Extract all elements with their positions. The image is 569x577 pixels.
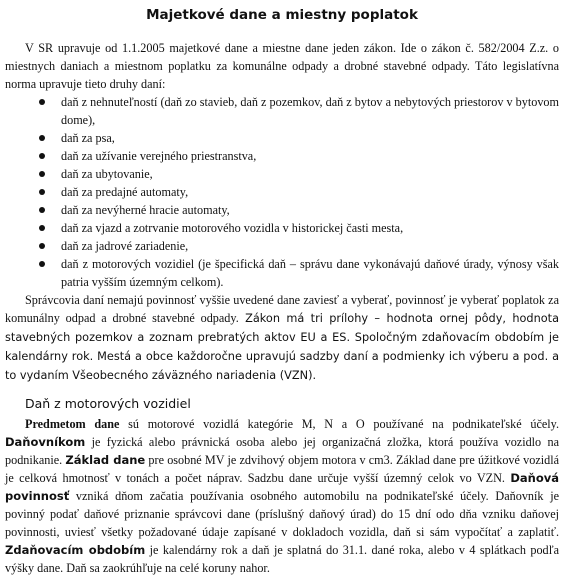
list-item: daň za ubytovanie,	[39, 165, 559, 183]
list-item: daň za vjazd a zotrvanie motorového vozidla v historickej časti mesta,	[39, 219, 559, 237]
intro-paragraph: V SR upravuje od 1.1.2005 majetkové dane a miestne dane jeden zákon. Ide o zákon č. 582/2004 Z.z. o miestnych daniach a miestnom poplatku za komunálne odpady a drobné stavebné odpady. Táto legislatívna norma upravuje tieto druhy daní:	[5, 41, 559, 91]
list-item: daň z nehnuteľností (daň zo stavieb, daň z pozemkov, daň z bytov a nebytových priestorov v bytovom dome),	[39, 93, 559, 129]
vehicle-tax-paragraph: Predmetom dane sú motorové vozidlá kategórie M, N a O používané na podnikateľské účely. Daňovníkom je fyzická alebo právnická osoba alebo jej organizačná zložka, ktorá používa vozidlo na podnikanie. Základ dane pre osobné MV je zdvihový objem motora v cm3. Základ dane pre úžitkové vozidlá je celková hmotnosť v tonách a počet náprav. Sadzbu dane určuje vyšší územný celok vo VZN. Daňová povinnosť vzniká dňom začatia používania osobného automobilu na podnikateľské účely. Daňovník je povinný podať daňové priznanie správcovi dane (príslušný daňový úrad) do 15 dní odo dňa vzniku daňovej povinnosti, uviesť všetky požadované údaje zapísané v dokladoch vozidla, daň si sám vypočítať a zaplatiť. Zdaňovacím obdobím je kalendárny rok a daň je splatná do 31.1. dané roka, alebo v 4 splátkach podľa výšky dane. Daň sa zaokrúhľuje na celé koruny nahor.	[5, 417, 560, 575]
section-heading: Daň z motorových vozidiel	[25, 396, 191, 411]
bullet-icon	[39, 99, 45, 105]
tax-list	[5, 93, 559, 291]
bullet-icon	[39, 225, 45, 231]
list-item: daň za nevýherné hracie automaty,	[39, 201, 559, 219]
administrators-paragraph: Správcovia daní nemajú povinnosť vyššie uvedené dane zaviesť a vyberať, povinnosť je vyberať poplatok za komunálny odpad a drobné stavebné odpady. Zákon má tri prílohy – hodnota ornej pôdy, hodnota stavebných pozemkov a zoznam prebratých aktov EU a ES. Spoločným zdaňovacím obdobím je kalendárny rok. Mestá a obce každoročne upravujú sadzby daní a podmienky ich výberu a pod. a to vydaním Všeobecného záväzného nariadenia (VZN).	[5, 293, 559, 382]
list-item: daň za jadrové zariadenie,	[39, 237, 559, 255]
bullet-icon	[39, 171, 45, 177]
bullet-icon	[39, 261, 45, 267]
bullet-icon	[39, 207, 45, 213]
bullet-icon	[39, 189, 45, 195]
bullet-icon	[39, 153, 45, 159]
bullet-icon	[39, 135, 45, 141]
document-title: Majetkové dane a miestny poplatok	[146, 7, 418, 23]
list-item: daň za užívanie verejného priestranstva,	[39, 147, 559, 165]
bullet-icon	[39, 243, 45, 249]
list-item: daň za predajné automaty,	[39, 183, 559, 201]
list-item: daň za psa,	[39, 129, 559, 147]
list-item: daň z motorových vozidiel (je špecifická daň – správu dane vykonávajú daňové úrady, výnosy však patria vyšším územným celkom).	[39, 255, 559, 291]
